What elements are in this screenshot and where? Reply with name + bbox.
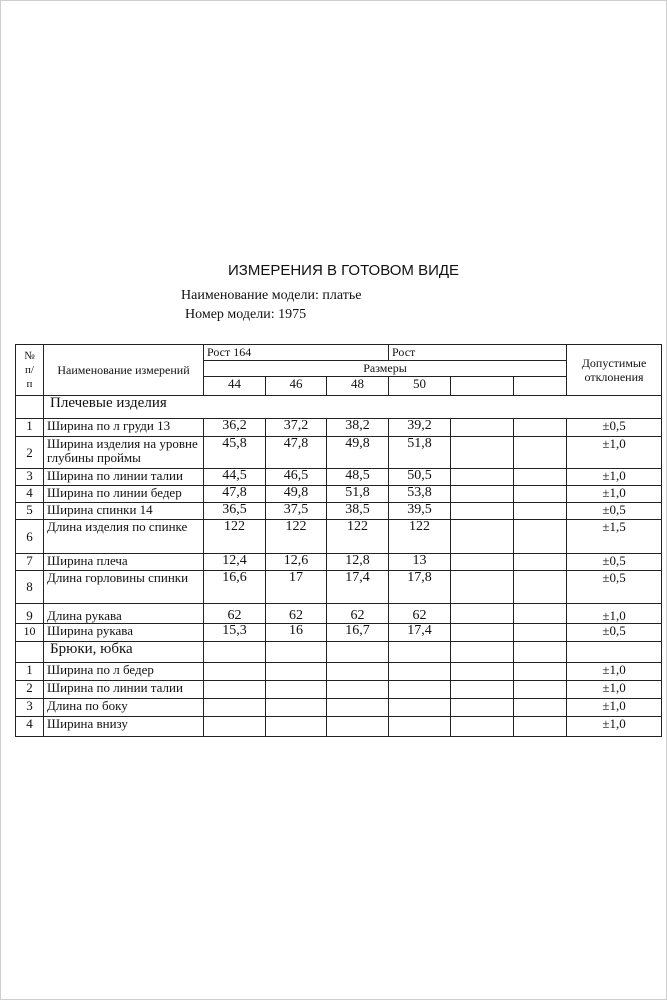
row-value: 122 [327, 520, 389, 554]
row-empty-cell [451, 486, 514, 503]
row-empty-cell [514, 554, 567, 571]
row-number: 1 [16, 419, 44, 437]
table-body [16, 345, 662, 737]
row-empty-cell [514, 486, 567, 503]
row-value: 51,8 [327, 486, 389, 503]
row-name: Ширина внизу [44, 717, 204, 737]
header-number-line-2: п/ [25, 364, 34, 376]
row-empty-cell [327, 717, 389, 737]
table-row [16, 469, 662, 486]
row-value: 17,4 [389, 624, 451, 642]
row-empty-cell [389, 642, 451, 663]
row-number: 5 [16, 503, 44, 520]
row-value: 44,5 [204, 469, 266, 486]
header-height-164: Рост 164 [204, 345, 389, 361]
row-empty-cell [514, 717, 567, 737]
row-name: Ширина изделия на уровне глубины проймы [44, 437, 204, 469]
row-value: 62 [204, 604, 266, 624]
size-cell-empty-1 [451, 377, 514, 396]
row-name: Ширина по л груди 13 [44, 419, 204, 437]
row-empty-cell [514, 642, 567, 663]
table-row [16, 419, 662, 437]
row-value: 16 [266, 624, 327, 642]
row-empty-cell [451, 642, 514, 663]
size-cell-48: 48 [327, 377, 389, 396]
row-tolerance: ±1,0 [567, 717, 662, 737]
row-empty-cell [514, 604, 567, 624]
header-number-cell [16, 345, 44, 396]
table-row [16, 520, 662, 554]
row-number: 4 [16, 486, 44, 503]
row-value: 53,8 [389, 486, 451, 503]
row-value: 39,2 [389, 419, 451, 437]
row-tolerance: ±0,5 [567, 503, 662, 520]
row-tolerance: ±1,5 [567, 520, 662, 554]
row-value: 15,3 [204, 624, 266, 642]
row-empty-cell [389, 681, 451, 699]
row-value: 17,8 [389, 571, 451, 604]
row-value: 45,8 [204, 437, 266, 469]
header-number-line-3: п [26, 378, 33, 390]
row-value: 62 [327, 604, 389, 624]
table-row [16, 717, 662, 737]
row-value: 39,5 [389, 503, 451, 520]
row-name: Ширина по линии талии [44, 681, 204, 699]
row-empty-cell [451, 663, 514, 681]
row-name: Длина горловины спинки [44, 571, 204, 604]
row-empty-cell [266, 717, 327, 737]
row-tolerance: ±0,5 [567, 419, 662, 437]
row-empty-cell [451, 520, 514, 554]
row-empty-cell [204, 642, 266, 663]
table-row [16, 663, 662, 681]
row-empty-cell [514, 419, 567, 437]
size-cell-50: 50 [389, 377, 451, 396]
row-number: 8 [16, 571, 44, 604]
row-value: 49,8 [266, 486, 327, 503]
row-value: 47,8 [204, 486, 266, 503]
row-value: 16,6 [204, 571, 266, 604]
table-row [16, 571, 662, 604]
row-name: Длина рукава [44, 604, 204, 624]
section-title-trousers: Брюки, юбка [44, 642, 204, 663]
table-row [16, 604, 662, 624]
size-cell-44: 44 [204, 377, 266, 396]
row-empty-cell [451, 571, 514, 604]
table-row [16, 681, 662, 699]
row-value: 17 [266, 571, 327, 604]
row-tolerance: ±1,0 [567, 681, 662, 699]
row-value: 36,5 [204, 503, 266, 520]
row-tolerance: ±1,0 [567, 469, 662, 486]
row-number: 2 [16, 681, 44, 699]
row-name: Ширина рукава [44, 624, 204, 642]
row-tolerance: ±0,5 [567, 571, 662, 604]
row-empty-cell [389, 699, 451, 717]
row-empty-cell [204, 717, 266, 737]
row-number: 7 [16, 554, 44, 571]
row-value: 51,8 [389, 437, 451, 469]
row-empty-cell [266, 663, 327, 681]
row-empty-cell [451, 419, 514, 437]
row-empty-cell [327, 681, 389, 699]
row-tolerance: ±0,5 [567, 624, 662, 642]
row-empty-cell [266, 642, 327, 663]
row-value: 12,4 [204, 554, 266, 571]
row-value: 48,5 [327, 469, 389, 486]
row-value: 12,6 [266, 554, 327, 571]
row-number: 6 [16, 520, 44, 554]
model-number-line: Номер модели: 1975 [185, 307, 307, 322]
row-empty-cell [451, 437, 514, 469]
section-blank-cell [16, 642, 44, 663]
row-value: 62 [389, 604, 451, 624]
row-value: 122 [389, 520, 451, 554]
row-tolerance: ±0,5 [567, 554, 662, 571]
row-empty-cell [266, 681, 327, 699]
row-tolerance: ±1,0 [567, 437, 662, 469]
table-row [16, 624, 662, 642]
document-title: ИЗМЕРЕНИЯ В ГОТОВОМ ВИДЕ [227, 262, 460, 279]
row-empty-cell [514, 624, 567, 642]
row-name: Ширина по линии талии [44, 469, 204, 486]
row-value: 37,5 [266, 503, 327, 520]
section-title-shoulder: Плечевые изделия [44, 396, 662, 419]
row-empty-cell [514, 663, 567, 681]
measurements-table [15, 344, 662, 737]
row-name: Длина по боку [44, 699, 204, 717]
table-row [16, 554, 662, 571]
table-row [16, 437, 662, 469]
section-blank-cell [16, 396, 44, 419]
header-sizes-label: Размеры [204, 361, 567, 377]
row-value: 122 [204, 520, 266, 554]
header-row-1 [16, 345, 662, 361]
row-number: 9 [16, 604, 44, 624]
row-empty-cell [451, 681, 514, 699]
row-value: 62 [266, 604, 327, 624]
row-empty-cell [451, 503, 514, 520]
row-value: 36,2 [204, 419, 266, 437]
header-number-line-1: № [24, 350, 35, 362]
row-empty-cell [451, 717, 514, 737]
row-empty-cell [204, 681, 266, 699]
row-empty-cell [389, 663, 451, 681]
row-empty-cell [451, 624, 514, 642]
row-tolerance: ±1,0 [567, 663, 662, 681]
section-row-trousers [16, 642, 662, 663]
row-number: 3 [16, 699, 44, 717]
row-empty-cell [514, 681, 567, 699]
row-empty-cell [514, 520, 567, 554]
header-tolerance-cell: Допустимые отклонения [567, 345, 662, 396]
row-empty-cell [327, 699, 389, 717]
row-name: Ширина по линии бедер [44, 486, 204, 503]
row-empty-cell [451, 604, 514, 624]
row-empty-cell [389, 717, 451, 737]
row-number: 1 [16, 663, 44, 681]
header-name-cell: Наименование измерений [44, 345, 204, 396]
row-empty-cell [451, 554, 514, 571]
row-name: Ширина по л бедер [44, 663, 204, 681]
row-value: 17,4 [327, 571, 389, 604]
row-value: 16,7 [327, 624, 389, 642]
model-name-line: Наименование модели: платье [181, 288, 362, 303]
row-name: Длина изделия по спинке [44, 520, 204, 554]
row-value: 13 [389, 554, 451, 571]
row-empty-cell [327, 642, 389, 663]
size-cell-empty-2 [514, 377, 567, 396]
row-tolerance: ±1,0 [567, 699, 662, 717]
row-empty-cell [266, 699, 327, 717]
row-empty-cell [327, 663, 389, 681]
row-value: 122 [266, 520, 327, 554]
row-empty-cell [451, 469, 514, 486]
table-row [16, 486, 662, 503]
table-row [16, 503, 662, 520]
row-value: 37,2 [266, 419, 327, 437]
row-value: 46,5 [266, 469, 327, 486]
row-empty-cell [514, 503, 567, 520]
row-empty-cell [514, 571, 567, 604]
row-tolerance: ±1,0 [567, 604, 662, 624]
row-number: 2 [16, 437, 44, 469]
row-empty-cell [514, 469, 567, 486]
row-number: 10 [16, 624, 44, 642]
row-value: 38,5 [327, 503, 389, 520]
row-number: 4 [16, 717, 44, 737]
table-row [16, 699, 662, 717]
section-row-shoulder [16, 396, 662, 419]
row-empty-cell [514, 699, 567, 717]
row-empty-cell [204, 663, 266, 681]
row-value: 50,5 [389, 469, 451, 486]
row-empty-cell [451, 699, 514, 717]
size-cell-46: 46 [266, 377, 327, 396]
row-name: Ширина спинки 14 [44, 503, 204, 520]
row-empty-cell [514, 437, 567, 469]
row-value: 12,8 [327, 554, 389, 571]
row-empty-cell [567, 642, 662, 663]
row-value: 49,8 [327, 437, 389, 469]
row-value: 47,8 [266, 437, 327, 469]
row-tolerance: ±1,0 [567, 486, 662, 503]
header-height-2: Рост [389, 345, 567, 361]
row-value: 38,2 [327, 419, 389, 437]
row-number: 3 [16, 469, 44, 486]
row-empty-cell [204, 699, 266, 717]
row-name: Ширина плеча [44, 554, 204, 571]
